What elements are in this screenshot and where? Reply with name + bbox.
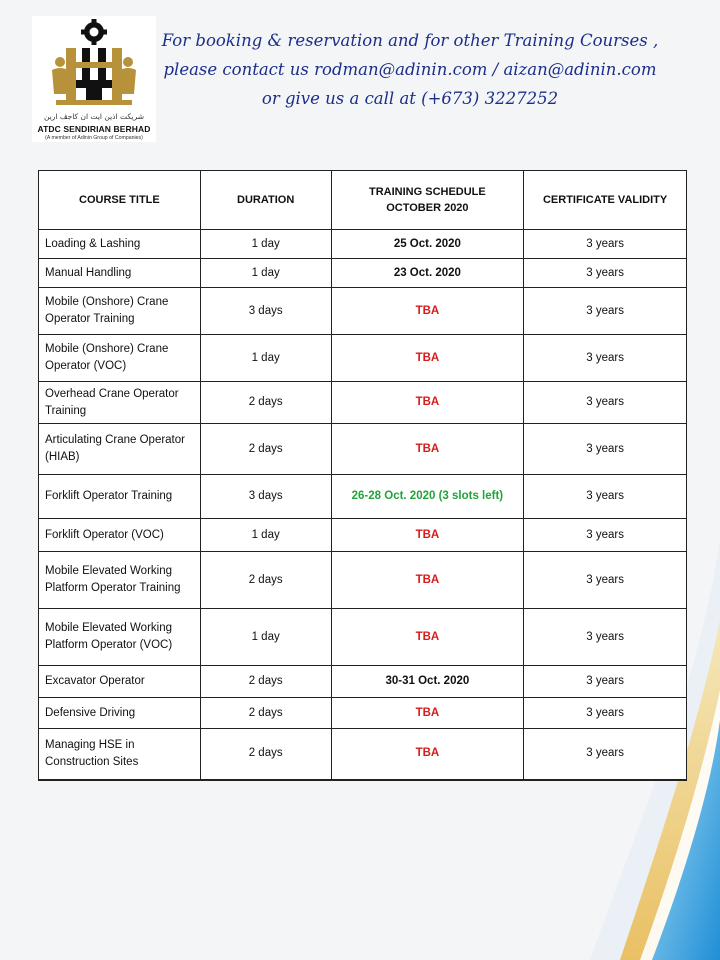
course-title-line-1: Excavator Operator (45, 675, 145, 687)
table-header-row (39, 171, 687, 230)
course-title-cell (39, 230, 201, 259)
course-title-line-1: Loading & Lashing (45, 237, 141, 250)
course-title-line-2: Operator (VOC) (45, 360, 127, 372)
course-title-line-1: Mobile Elevated Working (45, 622, 172, 634)
course-title-cell (39, 475, 201, 519)
certificate-validity-cell: 3 years (524, 475, 687, 519)
course-title-line-1: Forklift Operator Training (45, 490, 173, 502)
logo-arabic-text: شريكت اذين ايت ان كاجڤ ارين (43, 112, 145, 121)
table-row (39, 335, 687, 382)
table-row (39, 552, 687, 609)
schedule-cell: TBA (331, 424, 524, 475)
course-title-cell (39, 666, 201, 698)
schedule-cell: TBA (331, 552, 524, 609)
contact-info (160, 26, 660, 113)
contact-line-2: please contact us rodman@adinin.com / aizan@adinin.com (163, 60, 657, 79)
certificate-validity-cell: 3 years (524, 519, 687, 552)
course-title-cell (39, 382, 201, 424)
table-row (39, 288, 687, 335)
certificate-validity-cell: 3 years (524, 552, 687, 609)
duration-cell: 2 days (200, 666, 331, 698)
course-title-line-1: Manual Handling (45, 266, 132, 279)
training-schedule-table (38, 170, 687, 781)
header-training-schedule (331, 171, 524, 230)
certificate-validity-cell: 3 years (524, 259, 687, 288)
table-row (39, 475, 687, 519)
certificate-validity-cell: 3 years (524, 609, 687, 666)
company-logo (32, 16, 156, 142)
course-title-line-2: Platform Operator (VOC) (45, 639, 173, 651)
table-row (39, 609, 687, 666)
course-title-cell (39, 552, 201, 609)
logo-company-name: ATDC SENDIRIAN BERHAD (37, 124, 151, 134)
schedule-cell: TBA (331, 335, 524, 382)
duration-cell: 3 days (200, 475, 331, 519)
table-row (39, 698, 687, 729)
course-title-line-1: Defensive Driving (45, 706, 136, 719)
table-row (39, 729, 687, 780)
certificate-validity-cell: 3 years (524, 288, 687, 335)
course-title-line-1: Mobile (Onshore) Crane (45, 296, 169, 308)
course-title-cell (39, 519, 201, 552)
certificate-validity-cell: 3 years (524, 230, 687, 259)
course-title-line-1: Overhead Crane Operator (45, 387, 179, 400)
header-schedule-line-1: TRAINING SCHEDULE (369, 186, 486, 198)
schedule-cell: TBA (331, 609, 524, 666)
course-title-line-1: Mobile (Onshore) Crane (45, 343, 169, 355)
table-row (39, 382, 687, 424)
course-title-cell (39, 259, 201, 288)
duration-cell: 1 day (200, 519, 331, 552)
certificate-validity-cell: 3 years (524, 698, 687, 729)
header-schedule-line-2: OCTOBER 2020 (386, 202, 469, 214)
schedule-cell: TBA (331, 729, 524, 780)
course-title-cell (39, 729, 201, 780)
duration-cell: 1 day (200, 259, 331, 288)
course-title-cell (39, 698, 201, 729)
course-title-line-2: Operator Training (45, 313, 135, 325)
course-title-cell (39, 609, 201, 666)
duration-cell: 2 days (200, 382, 331, 424)
duration-cell: 2 days (200, 729, 331, 780)
schedule-cell: 26-28 Oct. 2020 (3 slots left) (331, 475, 524, 519)
header-certificate-validity: CERTIFICATE VALIDITY (524, 171, 687, 230)
duration-cell: 2 days (200, 698, 331, 729)
course-title-line-1: Mobile Elevated Working (45, 565, 172, 577)
course-title-cell (39, 335, 201, 382)
contact-line-3: or give us a call at (+673) 3227252 (261, 89, 559, 108)
schedule-cell: 23 Oct. 2020 (331, 259, 524, 288)
schedule-cell: 25 Oct. 2020 (331, 230, 524, 259)
course-title-line-1: Managing HSE in (45, 738, 135, 751)
table-row (39, 259, 687, 288)
duration-cell: 3 days (200, 288, 331, 335)
logo-tagline: (A member of Adinin Group of Companies) (45, 135, 143, 141)
atdc-emblem-icon (46, 18, 142, 114)
certificate-validity-cell: 3 years (524, 424, 687, 475)
table-row (39, 424, 687, 475)
course-title-line-2: Construction Sites (45, 755, 139, 768)
duration-cell: 2 days (200, 552, 331, 609)
table-row (39, 230, 687, 259)
course-title-line-2: Training (45, 404, 87, 417)
duration-cell: 2 days (200, 424, 331, 475)
certificate-validity-cell: 3 years (524, 335, 687, 382)
course-title-line-1: Articulating Crane Operator (45, 434, 185, 446)
certificate-validity-cell: 3 years (524, 382, 687, 424)
course-title-line-2: Platform Operator Training (45, 582, 181, 594)
course-title-line-2: (HIAB) (45, 451, 80, 463)
certificate-validity-cell: 3 years (524, 729, 687, 780)
schedule-cell: 30-31 Oct. 2020 (331, 666, 524, 698)
schedule-cell: TBA (331, 698, 524, 729)
schedule-cell: TBA (331, 382, 524, 424)
course-title-cell (39, 424, 201, 475)
contact-line-1: For booking & reservation and for other Training Courses , (161, 31, 659, 50)
schedule-cell: TBA (331, 519, 524, 552)
table-row (39, 519, 687, 552)
duration-cell: 1 day (200, 335, 331, 382)
duration-cell: 1 day (200, 609, 331, 666)
schedule-cell: TBA (331, 288, 524, 335)
header-course-title: COURSE TITLE (39, 171, 201, 230)
course-title-line-1: Forklift Operator (VOC) (45, 528, 164, 541)
header-duration: DURATION (200, 171, 331, 230)
duration-cell: 1 day (200, 230, 331, 259)
table-row (39, 666, 687, 698)
certificate-validity-cell: 3 years (524, 666, 687, 698)
course-title-cell (39, 288, 201, 335)
